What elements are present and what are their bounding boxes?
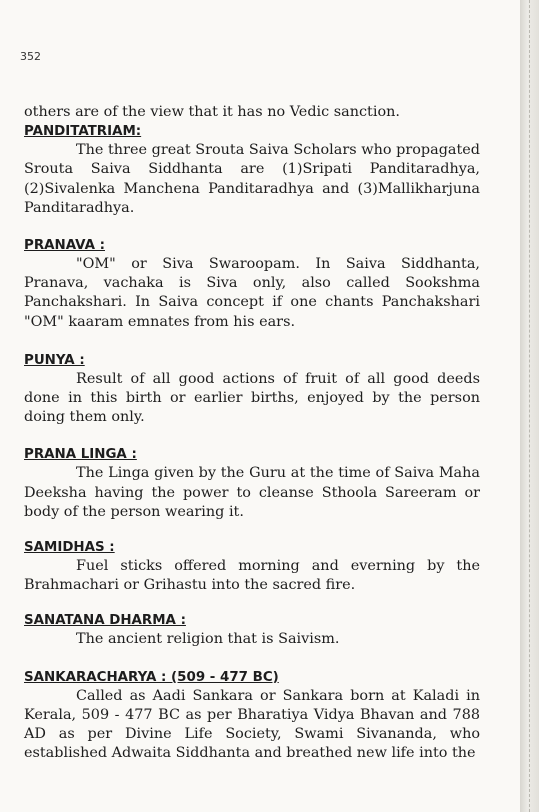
entry-definition: The three great Srouta Saiva Scholars who propagated Srouta Saiva Siddhanta are (1)Sripati Panditaradhya, (2)Sivalenka Manchena Panditaradhya and (3)Mallikharjuna Panditaradhya. [24, 142, 480, 216]
page-content [24, 103, 480, 763]
entry-definition: Fuel sticks offered morning and everning by the Brahmachari or Grihastu into the sacred fire. [24, 558, 480, 594]
glossary-entry [24, 236, 480, 332]
entry-definition: The ancient religion that is Saivism. [76, 631, 340, 648]
glossary-entry [24, 122, 480, 218]
entry-term: SANKARACHARYA : (509 - 477 BC) [24, 669, 279, 685]
entry-definition: "OM" or Siva Swaroopam. In Saiva Siddhanta, Pranava, vachaka is Siva only, also called Sookshma Panchakshari. In Saiva concept if one chants Panchakshari "OM" kaaram emnates from his ears. [24, 256, 480, 330]
glossary-entry [24, 445, 480, 522]
glossary-entry [24, 611, 480, 649]
intro-text: others are of the view that it has no Vedic sanction. [24, 104, 400, 120]
entry-definition: The Linga given by the Guru at the time of Saiva Maha Deeksha having the power to cleanse Sthoola Sareeram or body of the person wearing it. [24, 465, 480, 520]
entry-term: PRANA LINGA : [24, 447, 137, 463]
page-number: 352 [20, 50, 41, 63]
entry-term: SAMIDHAS : [24, 540, 115, 556]
entry-term: PUNYA : [24, 352, 85, 368]
entry-definition: Called as Aadi Sankara or Sankara born at Kaladi in Kerala, 509 - 477 BC as per Bharatiya Vidya Bhavan and 788 AD as per Divine Life Society, Swami Sivananda, who established Adwaita Siddhanta and breathed new life into the [24, 687, 480, 762]
entry-definition: Result of all good actions of fruit of all good deeds done in this birth or earlier births, enjoyed by the person doing them only. [24, 370, 480, 426]
glossary-entry [24, 538, 480, 595]
glossary-entry [24, 351, 480, 428]
page-edge [520, 0, 539, 812]
entry-term: PRANAVA : [24, 238, 105, 254]
glossary-entry [24, 668, 480, 764]
entry-term: PANDITATRIAM: [24, 124, 142, 140]
entry-term: SANATANA DHARMA : [24, 613, 186, 629]
